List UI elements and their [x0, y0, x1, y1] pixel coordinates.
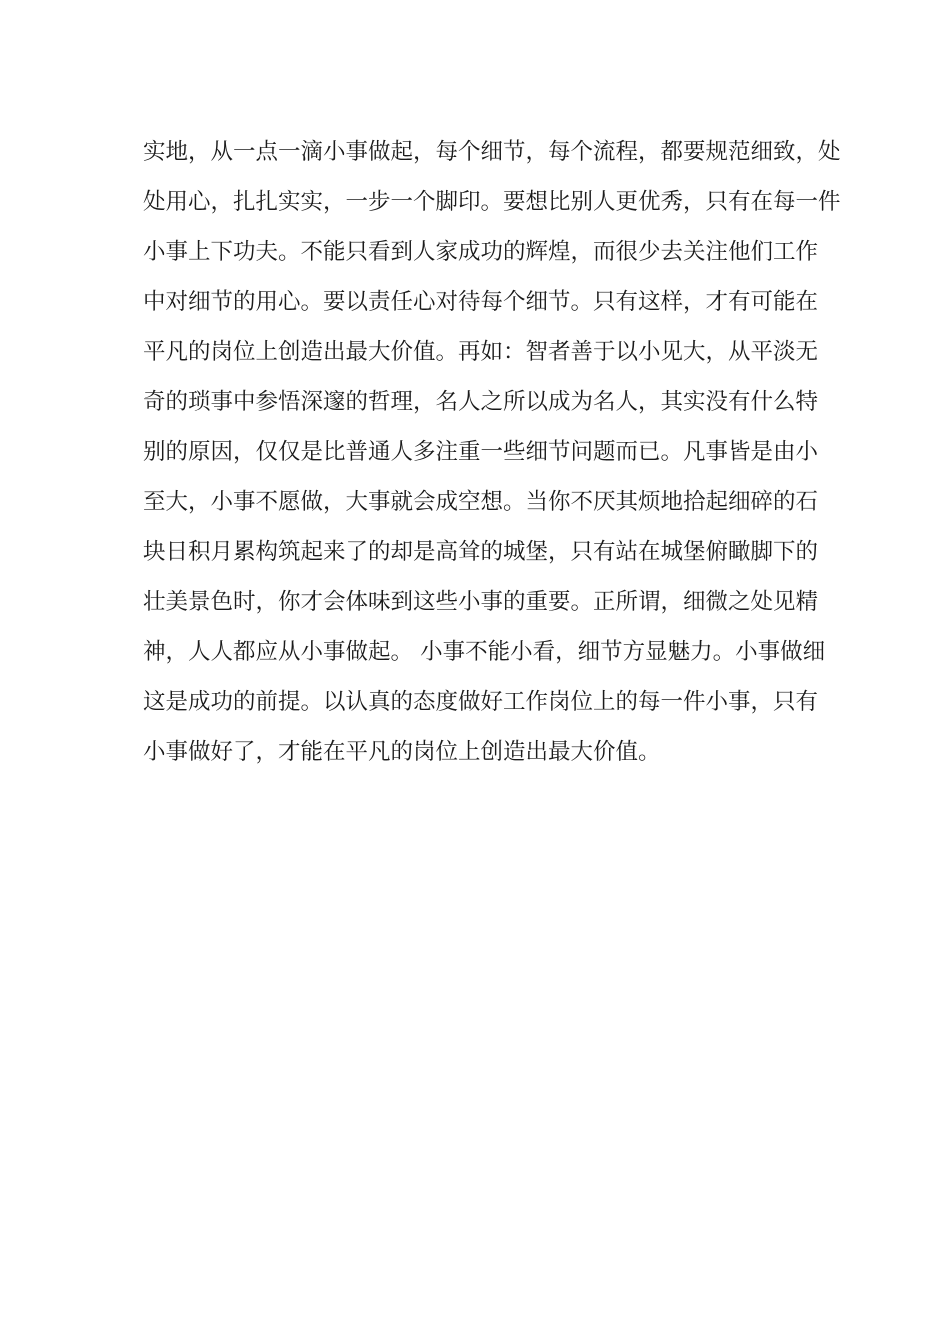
text-line: 小事上下功夫。不能只看到人家成功的辉煌，而很少去关注他们工作 [143, 239, 819, 265]
text-line: 实地，从一点一滴小事做起，每个细节，每个流程，都要规范细致，处 [143, 139, 841, 165]
text-line: 至大，小事不愿做，大事就会成空想。当你不厌其烦地拾起细碎的石 [143, 489, 819, 515]
text-line: 神，人人都应从小事做起。 小事不能小看，细节方显魅力。小事做细 [143, 639, 826, 665]
text-line: 这是成功的前提。以认真的态度做好工作岗位上的每一件小事，只有 [143, 689, 819, 715]
text-line: 平凡的岗位上创造出最大价值。再如：智者善于以小见大，从平淡无 [143, 339, 819, 365]
body-paragraph [143, 129, 841, 779]
text-line: 壮美景色时，你才会体味到这些小事的重要。正所谓，细微之处见精 [143, 589, 819, 615]
text-line: 块日积月累构筑起来了的却是高耸的城堡，只有站在城堡俯瞰脚下的 [143, 539, 819, 565]
text-line: 中对细节的用心。要以责任心对待每个细节。只有这样，才有可能在 [143, 289, 819, 315]
text-line: 处用心，扎扎实实，一步一个脚印。要想比别人更优秀，只有在每一件 [143, 189, 841, 215]
text-line: 奇的琐事中参悟深邃的哲理，名人之所以成为名人，其实没有什么特 [143, 389, 819, 415]
text-line: 别的原因，仅仅是比普通人多注重一些细节问题而已。凡事皆是由小 [143, 439, 819, 465]
text-line: 小事做好了，才能在平凡的岗位上创造出最大价值。 [143, 739, 661, 765]
